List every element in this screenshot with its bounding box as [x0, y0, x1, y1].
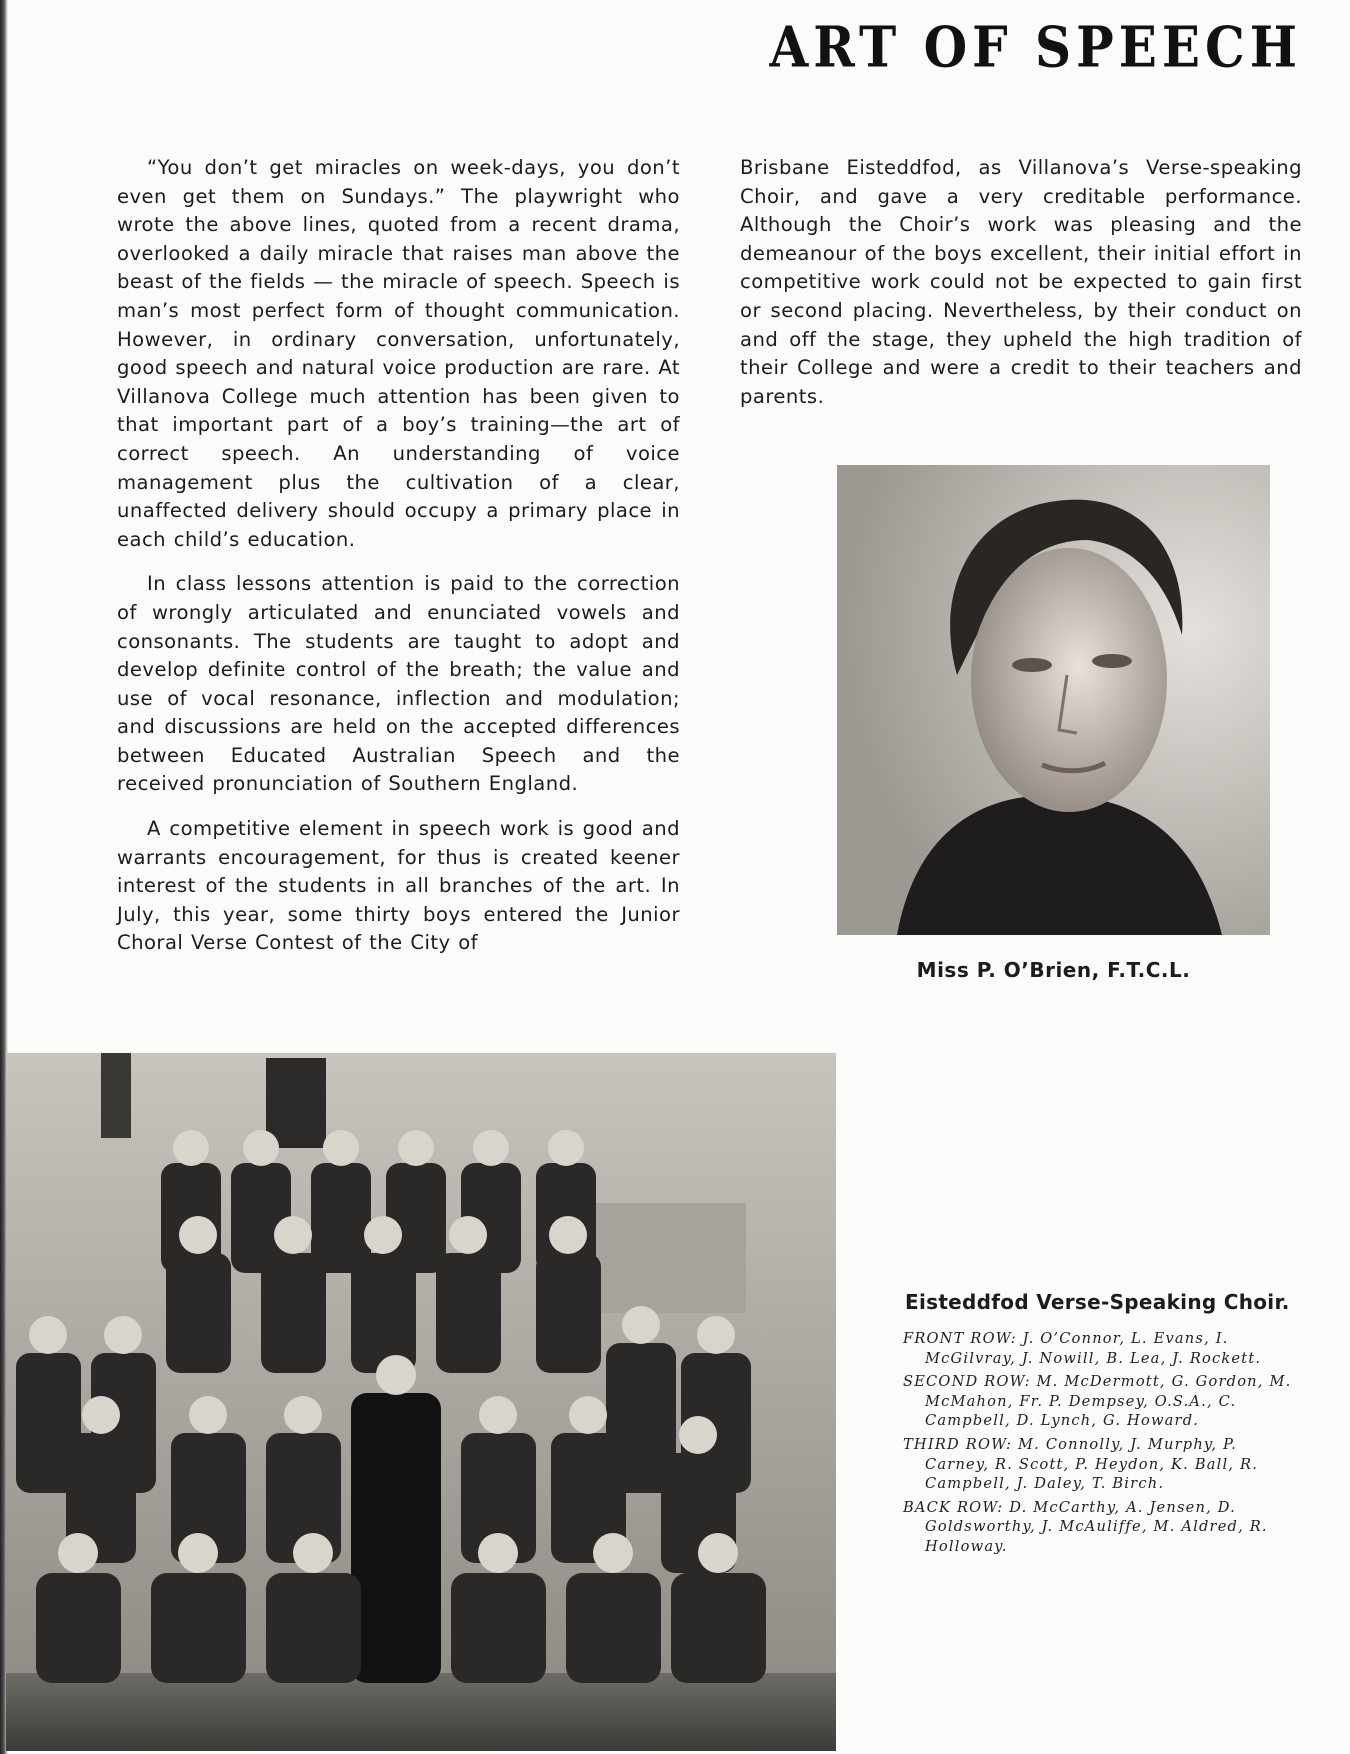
- choir-row-third: THIRD ROW: M. Connolly, J. Murphy, P. Carney, R. Scott, P. Heydon, K. Ball, R. Campbell, J. Daley, T. Birch.: [903, 1435, 1259, 1493]
- portrait-caption: Miss P. O’Brien, F.T.C.L.: [916, 958, 1191, 982]
- article-paragraph: A competitive element in speech work is good and warrants encouragement, for thus is created keener interest of the students in all branches of the art. In July, this year, some thirty boys entered the Junior Choral Verse Contest of the City of: [117, 817, 680, 955]
- article-left-column: [117, 154, 680, 974]
- choir-row-back: BACK ROW: D. McCarthy, A. Jensen, D. Goldsworthy, J. McAuliffe, M. Aldred, R. Holloway.: [903, 1498, 1268, 1555]
- article-paragraph: “You don’t get miracles on week-days, you don’t even get them on Sundays.” The playwright who wrote the above lines, quoted from a recent drama, overlooked a daily miracle that raises man above the beast of the fields — the miracle of speech. Speech is man’s most perfect form of thought communication. However, in ordinary conversation, unfortunately, good speech and natural voice production are rare. At Villanova College much attention has been given to that important part of a boy’s training—the art of correct speech. An understanding of voice management plus the cultivation of a clear, unaffected delivery should occupy a primary place in each child’s education.: [117, 156, 680, 551]
- group-photo: [6, 1053, 836, 1751]
- choir-row-front: FRONT ROW: J. O’Connor, L. Evans, I. McGilvray, J. Nowill, B. Lea, J. Rockett.: [903, 1330, 1262, 1367]
- article-paragraph: In class lessons attention is paid to the correction of wrongly articulated and enunciated vowels and consonants. The students are taught to adopt and develop definite control of the breath; the value and use of vocal resonance, inflection and modulation; and discussions are held on the accepted differences between Educated Australian Speech and the received pronunciation of Southern England.: [117, 572, 680, 796]
- page-title: ART OF SPEECH: [769, 14, 1302, 81]
- article-paragraph: Brisbane Eisteddfod, as Villanova’s Verse-speaking Choir, and gave a very creditable performance. Although the Choir’s work was pleasing and the demeanour of the boys excellent, their initial effort in competitive work could not be expected to gain first or second placing. Nevertheless, by their conduct on and off the stage, they upheld the high tradition of their College and were a credit to their teachers and parents.: [740, 156, 1302, 408]
- choir-row-second: SECOND ROW: M. McDermott, G. Gordon, M. McMahon, Fr. P. Dempsey, O.S.A., C. Campbell, D. Lynch, G. Howard.: [903, 1373, 1292, 1430]
- portrait-photo: [837, 465, 1270, 935]
- article-right-column: [740, 154, 1302, 427]
- choir-names-list: [903, 1329, 1298, 1561]
- choir-caption-title: Eisteddfod Verse-Speaking Choir.: [905, 1290, 1290, 1314]
